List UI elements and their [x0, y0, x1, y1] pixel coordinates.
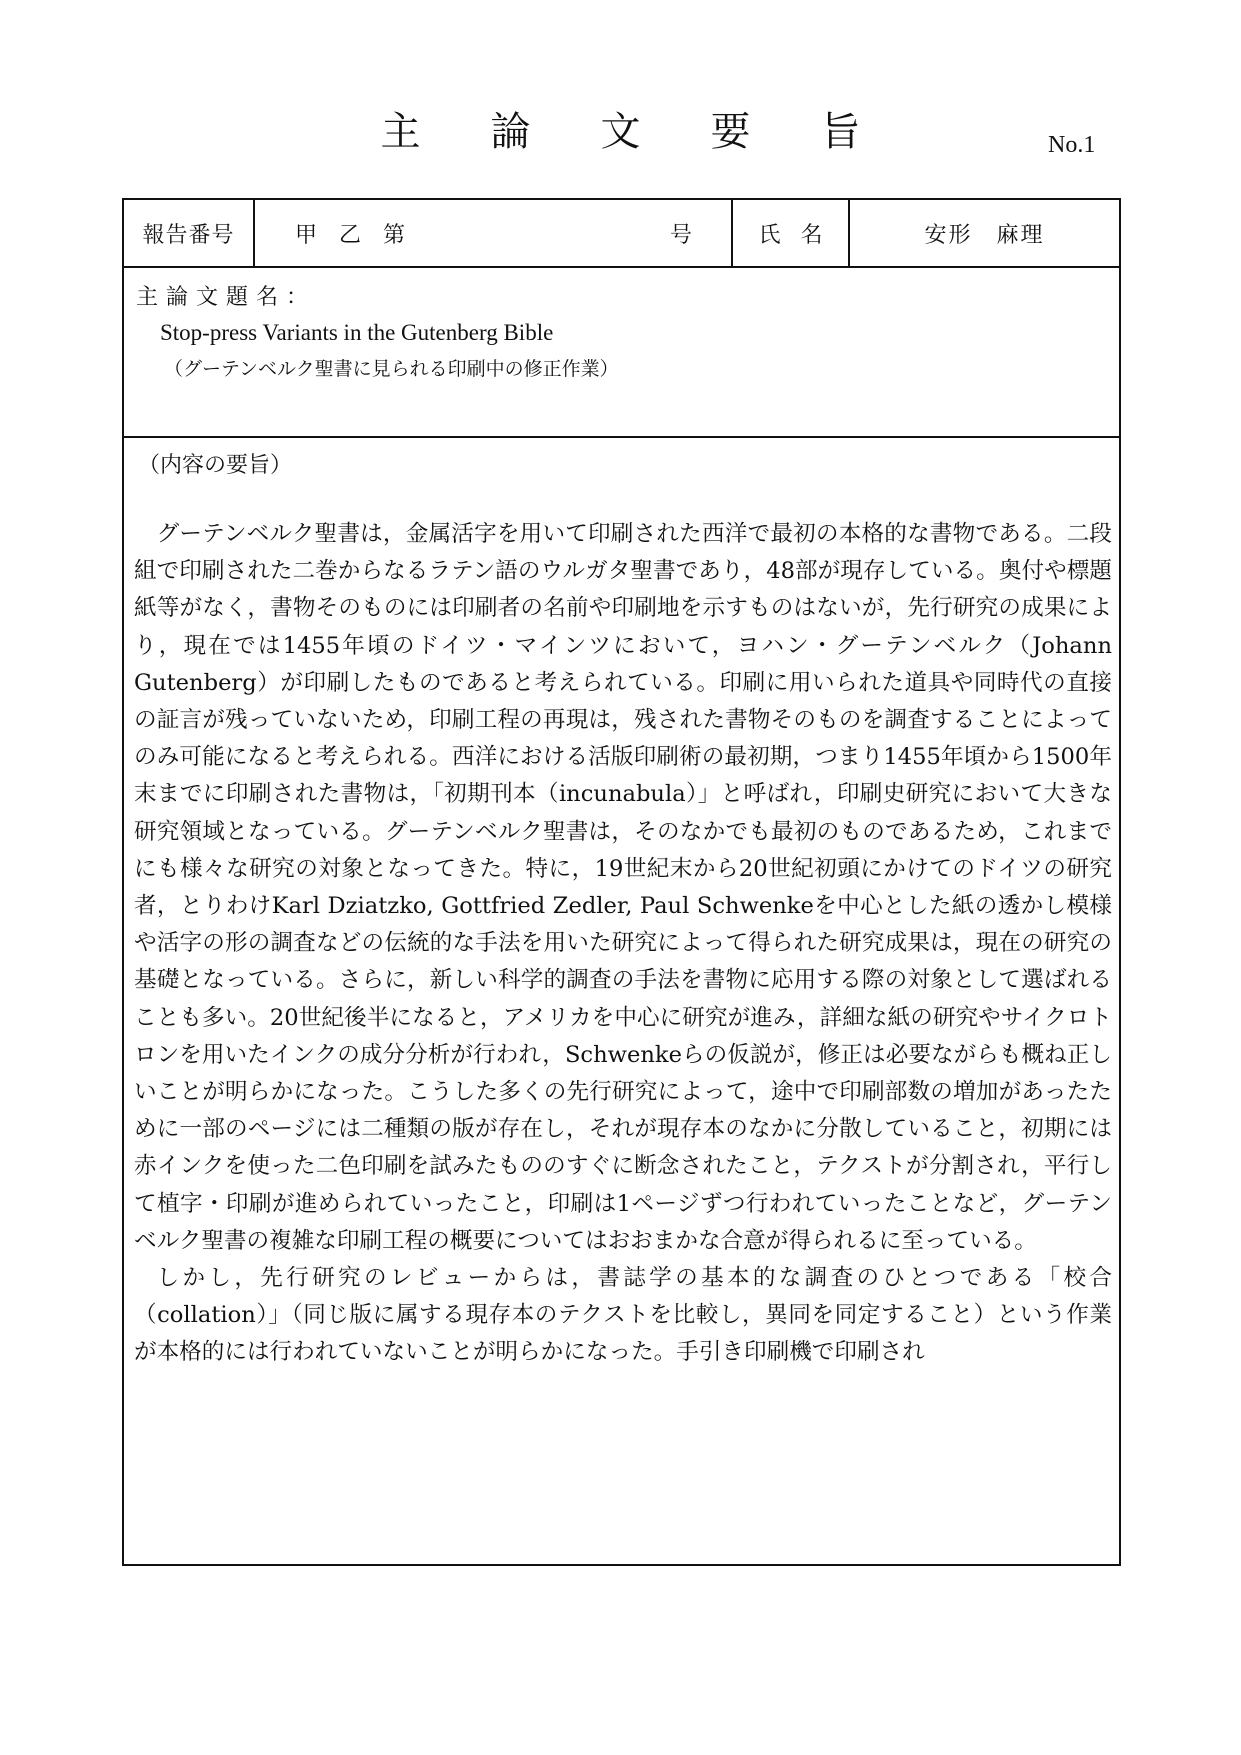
- summary-body: [134, 516, 1112, 1372]
- summary-paragraph-1: グーテンベルク聖書は，金属活字を用いて印刷された西洋で最初の本格的な書物である。二段組で印刷された二巻からなるラテン語のウルガタ聖書であり，48部が現存している。奥付や標題紙等がなく，書物そのものには印刷者の名前や印刷地を示すものはないが，先行研究の成果により，現在では1455年頃のドイツ・マインツにおいて，ヨハン・グーテンベルク（Johann Gutenberg）が印刷したものであると考えられている。印刷に用いられた道具や同時代の直接の証言が残っていないため，印刷工程の再現は，残された書物そのものを調査することによってのみ可能になると考えられる。西洋における活版印刷術の最初期，つまり1455年頃から1500年末までに印刷された書物は，「初期刊本（incunabula）」と呼ばれ，印刷史研究において大きな研究領域となっている。グーテンベルク聖書は，そのなかでも最初のものであるため，これまでにも様々な研究の対象となってきた。特に，19世紀末から20世紀初頭にかけてのドイツの研究者，とりわけKarl Dziatzko, Gottfried Zedler, Paul Schwenkeを中心とした紙の透かし模様や活字の形の調査などの伝統的な手法を用いた研究によって得られた研究成果は，現在の研究の基礎となっている。さらに，新しい科学的調査の手法を書物に応用する際の対象として選ばれることも多い。20世紀後半になると，アメリカを中心に研究が進み，詳細な紙の研究やサイクロトロンを用いたインクの成分分析が行われ，Schwenkeらの仮説が，修正は必要ながらも概ね正しいことが明らかになった。こうした多くの先行研究によって，途中で印刷部数の増加があったために一部のページには二種類の版が存在し，それが現存本のなかに分散していること，初期には赤インクを使った二色印刷を試みたもののすぐに断念されたこと，テクストが分割され，平行して植字・印刷が進められていったこと，印刷は1ページずつ行われていったことなど，グーテンベルク聖書の複雑な印刷工程の概要についてはおおまかな合意が得られるに至っている。: [134, 521, 1112, 1254]
- report-number-label: 報告番号: [124, 200, 255, 266]
- author-name-value: 安形 麻理: [924, 222, 1045, 248]
- info-row: [124, 200, 1119, 268]
- thesis-title-english: Stop-press Variants in the Gutenberg Bible: [160, 320, 554, 345]
- summary-form: [122, 198, 1121, 1566]
- summary-label: （内容の要旨）: [138, 453, 293, 478]
- report-number-prefix: 甲乙第: [295, 222, 428, 248]
- thesis-title-label: 主論文題名：: [136, 285, 317, 310]
- report-number-value: [255, 200, 733, 266]
- report-number-suffix: 号: [670, 222, 693, 248]
- thesis-title-japanese: （グーテンベルク聖書に見られる印刷中の修正作業）: [164, 358, 619, 380]
- page-number: No.1: [1048, 132, 1096, 158]
- summary-section: [124, 438, 1119, 1564]
- author-name-label: 氏名: [733, 200, 850, 266]
- thesis-title-section: [124, 268, 1119, 438]
- summary-paragraph-2: しかし，先行研究のレビューからは，書誌学の基本的な調査のひとつである「校合（collation）」（同じ版に属する現存本のテクストを比較し，異同を同定すること）という作業が本格的には行われていないことが明らかになった。手引き印刷機で印刷され: [134, 1265, 1112, 1366]
- page-title: 主論文要旨: [380, 109, 931, 155]
